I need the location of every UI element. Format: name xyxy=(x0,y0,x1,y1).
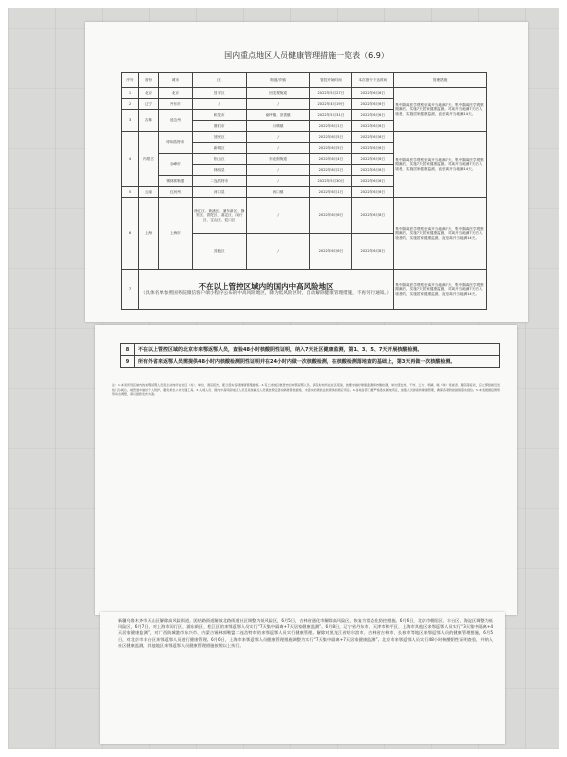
cell-no: 4 xyxy=(122,132,139,187)
cell-town: 月晴镇 xyxy=(246,121,310,132)
cell-order: 2022年6月6日 xyxy=(352,110,394,121)
rules-table xyxy=(120,343,500,368)
cell-district: 林西县 xyxy=(192,165,246,176)
cell-start: 2022年6月5日 xyxy=(310,143,352,154)
cell-no: 5 xyxy=(122,187,139,198)
cell-city: 锡林郭勒盟 xyxy=(158,176,192,187)
cell-town: / xyxy=(246,132,310,143)
cell-order: 2022年6月6日 xyxy=(352,165,394,176)
special-heading: 不在以上管控区域内的国内中高风险地区 xyxy=(198,281,334,291)
header-no: 序号 xyxy=(122,73,139,88)
cell-order: 2022年6月6日 xyxy=(352,99,394,110)
cell-district: 图们市 xyxy=(192,121,246,132)
cell-district: 松山区 xyxy=(192,154,246,165)
cell-town: / xyxy=(246,165,310,176)
cell-measures: 集中隔离医学观察至离开当地满7天。集中隔离医学观察期满后，实施7天居家健康监测。对离开当地满7天后入境者，实施居家健康监测，直至离开当地满14天。 xyxy=(394,88,487,132)
table-row-special xyxy=(122,270,487,310)
cell-town: 东北街街道 xyxy=(246,154,310,165)
header-town: 街道/乡镇 xyxy=(246,73,310,88)
cell-town: 河口镇 xyxy=(246,187,310,198)
bottom-paragraph: 新疆乌鲁木齐市天山区解除高风险街道，团结路街道解放北路街道社区调整为低风险区，6月5日，吉林省通化市解除高风险区，恢复为常态化防控措施。6月6日，北京市朝阳区、丰台区、海淀区调整为低风险区，6月7日，对上海市闵行区、浦东新区、松江区的来鄂返鄂人员实行“7天集中隔离+7天居家健康监测”。6月8日，辽宁省丹东市、天津市和平区、上海市其他区来鄂返鄂人员实行“3天集中隔离+4天居家健康监测”，对广西防城港市东兴市、内蒙古锡林郭勒盟二连浩特市的来鄂返鄂人员实行健康管理。解除对黑龙江省哈尔滨市、吉林省吉林市、长春市等地区来鄂返鄂人员的健康管理措施，6月5日，对北京市丰台区来鄂返鄂人员进行健康管理。6月6日，上海市来鄂返鄂人员健康管理措施调整为实行“7天集中隔离+7天居家健康监测”。北京市来鄂返鄂人员实行48小时核酸阴性证明查验，并纳入社区健康监测，其他地区来鄂返鄂人员健康管理措施按照以上执行。 xyxy=(118,618,493,648)
cell-district: 河口县 xyxy=(192,187,246,198)
cell-measures: 集中隔离医学观察至离开当地满7天。集中隔离医学观察期满后，实施7天居家健康监测。对离开当地满7天后入境者，实施居家健康监测，直至离开当地满14天。 xyxy=(394,132,487,198)
cell-measures: 集中隔离医学观察至离开当地满7天，集中隔离医学观察期满后，实施7天居家健康监测，对离开当地满7天后入境者的，实施居家健康监测，直至离开当地满14天。 xyxy=(394,198,487,270)
cell-district: 回民区 xyxy=(192,132,246,143)
cell-start: 2022年6月1日 xyxy=(310,187,352,198)
cell-district: 新城区 xyxy=(192,143,246,154)
header-measures: 管理措施 xyxy=(394,73,487,88)
rule-no: 9 xyxy=(121,356,135,368)
cell-no: 2 xyxy=(122,99,139,110)
rule-row-8 xyxy=(121,344,500,356)
cell-city: 延边州 xyxy=(158,110,192,132)
cell-start: 2022年4月19日 xyxy=(310,99,352,110)
cell-no: 7 xyxy=(122,270,139,310)
cell-town: 回龙观街道 xyxy=(246,88,310,99)
cell-start: 2022年6月2日 xyxy=(310,165,352,176)
special-cell xyxy=(138,270,393,310)
cell-order: 2022年6月6日 xyxy=(352,187,394,198)
cell-city: 呼和浩特市 xyxy=(158,132,192,154)
cell-district: 昌平区 xyxy=(192,88,246,99)
cell-province: 云南 xyxy=(138,187,158,198)
header-start: 管控开始时间 xyxy=(310,73,352,88)
cell-order: 2022年6月6日 xyxy=(352,176,394,187)
cell-city: 北京 xyxy=(158,88,192,99)
cell-city: 丹东市 xyxy=(158,99,192,110)
rule-no: 8 xyxy=(121,344,135,356)
cell-start: 2022年5月30日 xyxy=(310,176,352,187)
cell-order: 2022年6月6日 xyxy=(352,132,394,143)
table-row xyxy=(122,132,487,143)
cell-order: 2022年6月6日 xyxy=(352,143,394,154)
cell-order: 2022年6月8日 xyxy=(352,234,394,270)
cell-start: 2022年6月1日 xyxy=(310,121,352,132)
header-city: 城市 xyxy=(158,73,192,88)
rule-row-9 xyxy=(121,356,500,368)
cell-start: 2022年6月4日 xyxy=(310,154,352,165)
cell-city: 上海市 xyxy=(158,198,192,270)
cell-province: 内蒙古 xyxy=(138,132,158,187)
cell-district: 二连浩特市 xyxy=(192,176,246,187)
cell-order: 2022年6月8日 xyxy=(352,198,394,234)
cell-city: 红河州 xyxy=(158,187,192,198)
cell-measures: 集中隔离医学观察至离开当地满7天，集中隔离医学观察期满后，实施7天居家健康监测，对离开当地满7天后入境者的，实施居家健康监测，直至离开当地满14天。 xyxy=(394,270,487,310)
cell-start: 2022年6月6日 xyxy=(310,234,352,270)
header-order: 本次指令下达时间 xyxy=(352,73,394,88)
notice-sheet-middle xyxy=(95,325,517,615)
cell-district: 徐汇区、黄浦区、浦东新区、静安区、普陀区、嘉定区、闵行区、宝山区、虹口区 xyxy=(192,198,246,234)
cell-start: 2022年6月5日 xyxy=(310,132,352,143)
cell-no: 3 xyxy=(122,110,139,132)
cell-no: 6 xyxy=(122,198,139,270)
cell-start: 2022年6月6日 xyxy=(310,198,352,234)
cell-town: / xyxy=(246,143,310,154)
cell-province: 上海 xyxy=(138,198,158,270)
rule-text: 不在以上管控区域的北京市来鄂返鄂人员，查验48小时核酸阴性证明，纳入7天社区健康监测，第1、3、5、7天开展核酸检测。 xyxy=(135,344,500,356)
cell-district: 和龙市 xyxy=(192,110,246,121)
table-row xyxy=(122,198,487,234)
cell-town: / xyxy=(246,198,310,234)
cell-order: 2022年6月6日 xyxy=(352,121,394,132)
cell-district: 其他区 xyxy=(192,234,246,270)
cell-district: / xyxy=(192,99,246,110)
cell-province: 辽宁 xyxy=(138,99,158,110)
cell-no: 1 xyxy=(122,88,139,99)
document-title: 国内重点地区人员健康管理措施一览表（6.9） xyxy=(224,51,389,60)
cell-town: / xyxy=(246,176,310,187)
cell-province: 吉林 xyxy=(138,110,158,132)
cell-town: / xyxy=(246,234,310,270)
special-note: （具体名单参照国务院微信客户端小程序公布的中高风险地区，降为低风险区时，自动解除健康管理措施，不再另行通知。） xyxy=(140,291,392,297)
cell-town: 南坪镇、崇善镇 xyxy=(246,110,310,121)
rule-text: 所有外省来返鄂人员需提供48小时内核酸检测阴性证明并在24小时内做一次核酸检测，在核酸检测落地查的基础上，第3天再做一次核酸检测。 xyxy=(135,356,500,368)
header-province: 省份 xyxy=(138,73,158,88)
cell-order: 2022年6月6日 xyxy=(352,154,394,165)
cell-start: 2022年5月27日 xyxy=(310,88,352,99)
cell-city: 赤峰市 xyxy=(158,154,192,176)
notes-paragraph: 注：1.本表所列区域内的来鄂返鄂人员需主动向所在社区（村）、单位、酒店报告，配合落实各项健康管理措施。2.有上述地区旅居史的来鄂返鄂人员，请及时向所在社区报备，按要求做好健康监测和核酸检测，如出现发热、干咳、乏力、咽痛、嗅（味）觉减退、腹泻等症状，应立即到就近发热门诊就诊，就医途中做好个人防护，避免乘坐公共交通工具。3.入境人员、国内中高风险地区人员及其他重点人员须按规定落实隔离管控措施，未落实的须依法依规承担相应责任。4.各地各部门要严格落实属地责任，加强人员排查和健康管理，确保各项防控措施落实到位。5.本表根据疫情形势动态调整，请以最新发布为准。 xyxy=(112,383,500,397)
cell-town: / xyxy=(246,99,310,110)
table-header-row xyxy=(122,73,487,88)
table-row xyxy=(122,88,487,99)
header-district: 区 xyxy=(192,73,246,88)
cell-province: 北京 xyxy=(138,88,158,99)
cell-order: 2022年6月6日 xyxy=(352,88,394,99)
measures-table xyxy=(121,72,487,310)
cell-start: 2022年5月31日 xyxy=(310,110,352,121)
